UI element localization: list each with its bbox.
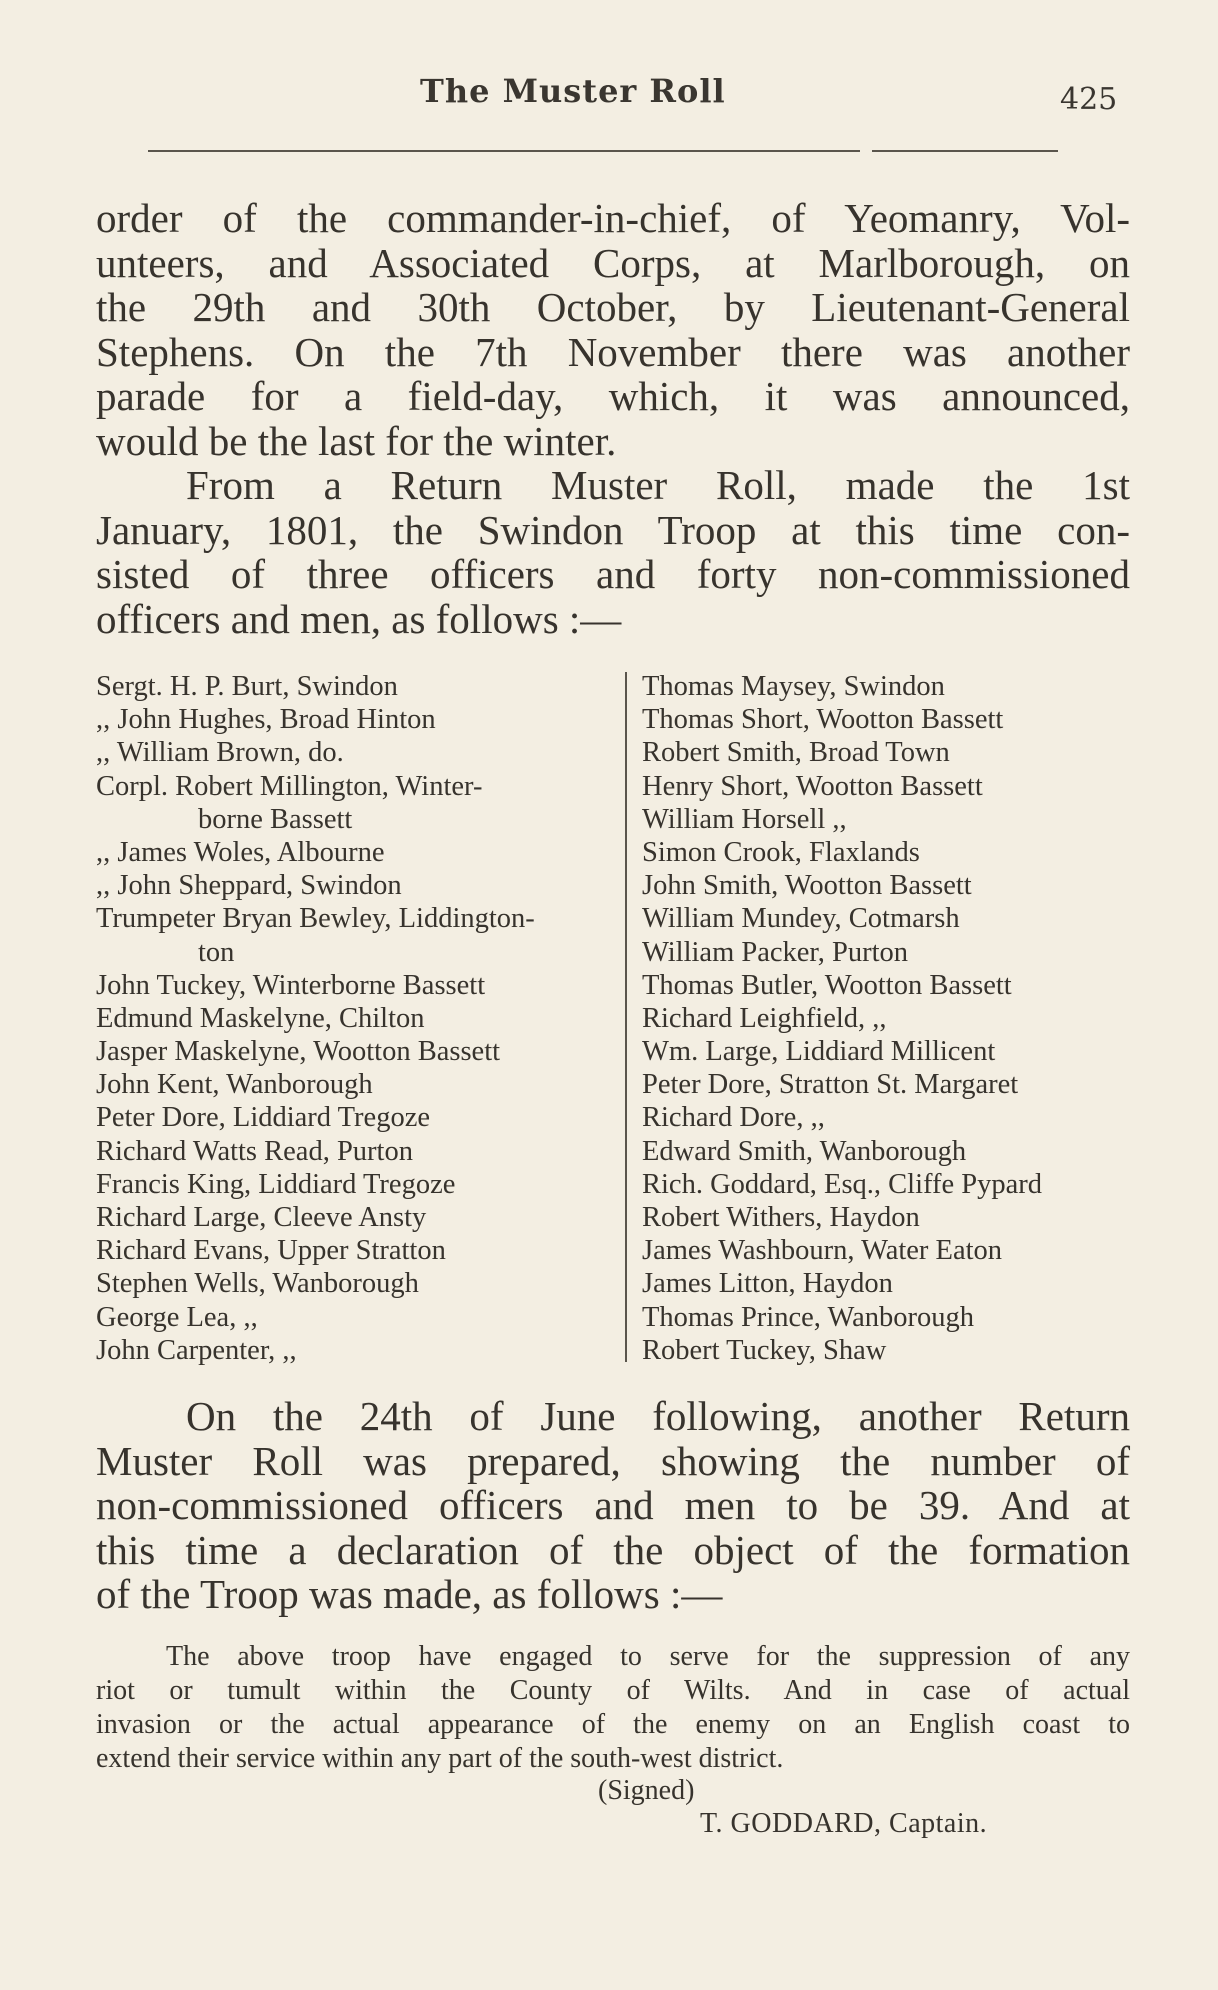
roll-entry: Richard Large, Cleeve Ansty <box>96 1202 427 1233</box>
june-line: non-commissioned officers and men to be 39. And at <box>96 1482 1130 1528</box>
return-line: January, 1801, the Swindon Troop at this time con- <box>96 506 1130 553</box>
roll-entry: ,, William Brown, do. <box>96 737 344 769</box>
return-line: sisted of three officers and forty non-commissioned <box>96 551 1130 597</box>
roll-entry: Henry Short, Wootton Bassett <box>642 770 983 802</box>
roll-entry: John Kent, Wanborough <box>96 1069 373 1101</box>
declaration-quote <box>96 1640 1130 1776</box>
roll-entry: Stephen Wells, Wanborough <box>96 1268 419 1300</box>
roll-entry: William Horsell ,, <box>642 803 847 835</box>
roll-entry: Peter Dore, Stratton St. Margaret <box>642 1069 1019 1101</box>
june-line: Muster Roll was prepared, showing the number of <box>96 1437 1130 1484</box>
roll-entry: Edmund Maskelyne, Chilton <box>96 1002 425 1034</box>
roll-entry: Trumpeter Bryan Bewley, Liddington- <box>96 903 535 935</box>
roll-entry: Richard Watts Read, Purton <box>96 1135 413 1167</box>
roll-entry: Corpl. Robert Millington, Winter- <box>96 770 483 802</box>
roll-entry: William Packer, Purton <box>642 936 909 968</box>
intro-line: parade for a field-day, which, it was announced, <box>96 373 1130 419</box>
return-paragraph <box>96 463 1130 641</box>
declaration-line: extend their service within any part of the south-west district. <box>96 1743 784 1774</box>
june-paragraph <box>96 1394 1130 1617</box>
running-head-title: The Muster Roll <box>420 72 726 110</box>
roll-entry: Rich. Goddard, Esq., Cliffe Pypard <box>642 1168 1043 1200</box>
roll-entry: Wm. Large, Liddiard Millicent <box>642 1036 996 1068</box>
roll-entry: Richard Leighfield, ,, <box>642 1002 887 1034</box>
header-rule-right <box>872 150 1058 152</box>
roll-entry: John Smith, Wootton Bassett <box>642 870 972 902</box>
roll-entry: ton <box>198 936 235 968</box>
roll-entry: ,, John Hughes, Broad Hinton <box>96 704 436 736</box>
roll-entry: Robert Tuckey, Shaw <box>642 1334 887 1366</box>
roll-entry: Thomas Butler, Wootton Bassett <box>642 969 1012 1001</box>
roll-left-column <box>96 670 616 1367</box>
roll-entry: Peter Dore, Liddiard Tregoze <box>96 1102 430 1134</box>
header-rule-left <box>148 150 860 152</box>
roll-entry: James Washbourn, Water Eaton <box>642 1235 1003 1267</box>
intro-line: the 29th and 30th October, by Lieutenant-General <box>96 284 1130 330</box>
roll-entry: Robert Withers, Haydon <box>642 1202 920 1233</box>
intro-paragraph <box>96 196 1130 463</box>
june-line: this time a declaration of the object of the formation <box>96 1526 1130 1573</box>
june-line: On the 24th of June following, another Return <box>186 1393 1130 1439</box>
intro-line: Stephens. On the 7th November there was another <box>96 328 1130 375</box>
roll-entry: Edward Smith, Wanborough <box>642 1135 967 1167</box>
roll-right-column <box>642 670 1142 1367</box>
roll-entry: Robert Smith, Broad Town <box>642 737 950 769</box>
roll-entry: Richard Dore, ,, <box>642 1102 825 1134</box>
signed-label: (Signed) <box>598 1775 695 1806</box>
intro-line: would be the last for the winter. <box>96 417 617 464</box>
roll-entry: William Mundey, Cotmarsh <box>642 903 960 935</box>
roll-entry: ,, John Sheppard, Swindon <box>96 870 402 902</box>
declaration-line: riot or tumult within the County of Wilts. And in case of actual <box>96 1675 1130 1706</box>
roll-entry: Simon Crook, Flaxlands <box>642 836 920 868</box>
roll-entry: James Litton, Haydon <box>642 1268 893 1300</box>
june-line: of the Troop was made, as follows :— <box>96 1571 723 1617</box>
roll-entry: John Carpenter, ,, <box>96 1334 297 1366</box>
return-line: officers and men, as follows :— <box>96 595 622 642</box>
roll-entry: borne Bassett <box>198 803 353 835</box>
column-divider <box>625 672 627 1362</box>
roll-entry: George Lea, ,, <box>96 1301 258 1333</box>
return-line: From a Return Muster Roll, made the 1st <box>186 462 1130 508</box>
roll-entry: Thomas Short, Wootton Bassett <box>642 704 1004 736</box>
roll-entry: Thomas Maysey, Swindon <box>642 671 945 702</box>
declaration-line: invasion or the actual appearance of the enemy on an English coast to <box>96 1709 1130 1740</box>
declaration-line: The above troop have engaged to serve for the suppression of any <box>166 1641 1130 1672</box>
roll-entry: ,, James Woles, Albourne <box>96 836 385 868</box>
roll-entry: Sergt. H. P. Burt, Swindon <box>96 671 398 702</box>
page-number: 425 <box>1060 82 1118 117</box>
intro-line: unteers, and Associated Corps, at Marlborough, on <box>96 239 1130 286</box>
roll-entry: John Tuckey, Winterborne Bassett <box>96 969 486 1001</box>
roll-entry: Thomas Prince, Wanborough <box>642 1301 974 1333</box>
signature: T. GODDARD, Captain. <box>700 1808 988 1839</box>
roll-entry: Richard Evans, Upper Stratton <box>96 1235 446 1267</box>
roll-entry: Francis King, Liddiard Tregoze <box>96 1168 456 1200</box>
roll-entry: Jasper Maskelyne, Wootton Bassett <box>96 1036 501 1068</box>
intro-line: order of the commander-in-chief, of Yeomanry, Vol- <box>96 195 1130 241</box>
